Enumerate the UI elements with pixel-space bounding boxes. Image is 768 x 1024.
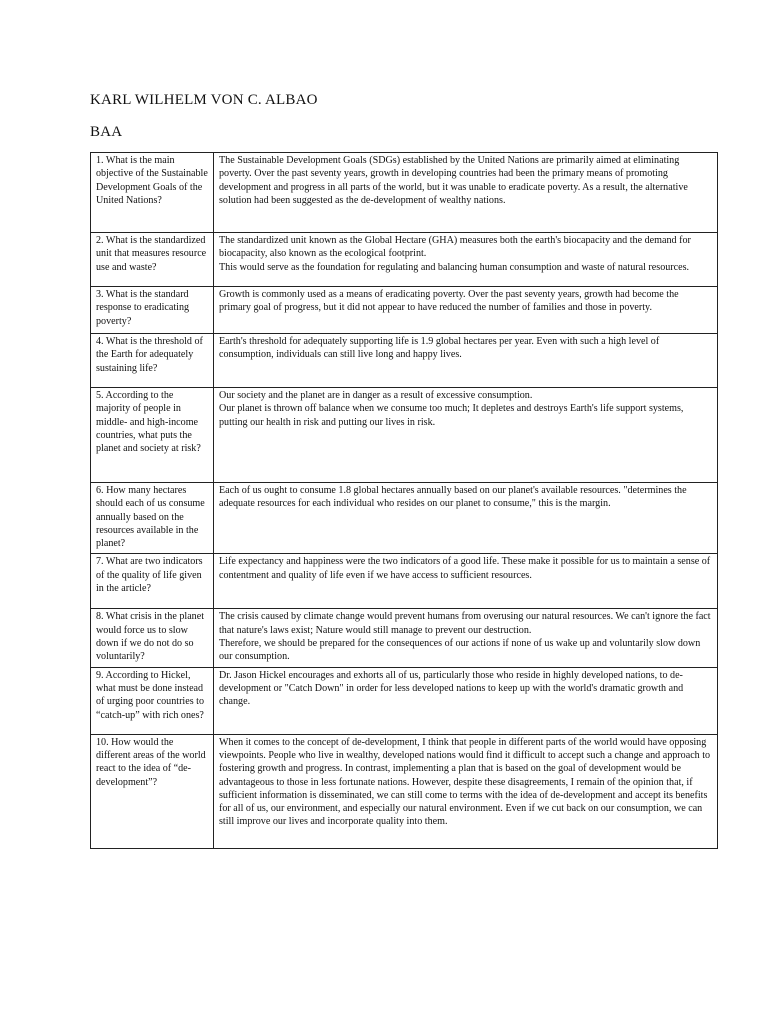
question-cell: 6. How many hectares should each of us consume annually based on the resources available in the planet?: [91, 483, 214, 554]
table-row: [91, 233, 718, 287]
answer-paragraph: Our society and the planet are in danger as a result of excessive consumption.: [219, 390, 533, 401]
answer-cell: [214, 388, 718, 483]
answer-cell: [214, 667, 718, 734]
question-cell: 3. What is the standard response to eradicating poverty?: [91, 287, 214, 334]
table-row: [91, 609, 718, 667]
table-row: [91, 153, 718, 233]
answer-cell: [214, 287, 718, 334]
answer-paragraph: Our planet is thrown off balance when we consume too much; It depletes and destroys Earth's life support systems, putting our health in risk and putting our lives in risk.: [219, 403, 686, 428]
answer-paragraph: The Sustainable Development Goals (SDGs) established by the United Nations are primarily aimed at eliminating poverty. Over the past seventy years, growth in developing countries had been the primary means of promoting development and progress in all parts of the world, but it was unable to eradicate poverty. As a result, the alternative solution had been suggested as the de-development of wealthy nations.: [219, 155, 691, 206]
table-row: [91, 734, 718, 848]
answer-paragraph: Life expectancy and happiness were the two indicators of a good life. These make it possible for us to maintain a sense of contentment and quality of life even if we have access to sufficient resources.: [219, 556, 713, 581]
answer-cell: [214, 734, 718, 848]
answer-cell: [214, 334, 718, 388]
answer-cell: [214, 483, 718, 554]
table-row: [91, 388, 718, 483]
table-row: [91, 334, 718, 388]
answer-paragraph: Earth's threshold for adequately supporting life is 1.9 global hectares per year. Even with such a high level of consumption, individuals can still live long and happy lives.: [219, 336, 662, 361]
table-row: [91, 287, 718, 334]
answer-paragraph: This would serve as the foundation for regulating and balancing human consumption and waste of natural resources.: [219, 261, 690, 273]
answer-cell: [214, 153, 718, 233]
answer-paragraph: Dr. Jason Hickel encourages and exhorts all of us, particularly those who reside in highly developed nations, to de-development or "Catch Down" in order for less developed nations to keep up with the world's dramatic growth and change.: [219, 669, 686, 708]
qa-table-body: [91, 153, 718, 849]
table-row: [91, 667, 718, 734]
table-row: [91, 483, 718, 554]
question-cell: 10. How would the different areas of the world react to the idea of “de-development”?: [91, 734, 214, 848]
question-cell: 1. What is the main objective of the Sustainable Development Goals of the United Nations?: [91, 153, 214, 233]
answer-paragraph: Therefore, we should be prepared for the consequences of our actions if none of us wake up and voluntarily slow down our consumption.: [219, 638, 703, 663]
question-cell: 7. What are two indicators of the quality of life given in the article?: [91, 554, 214, 609]
question-cell: 9. According to Hickel, what must be done instead of urging poor countries to “catch-up” with rich ones?: [91, 667, 214, 734]
table-row: [91, 554, 718, 609]
author-name: KARL WILHELM VON C. ALBAO: [90, 92, 318, 108]
question-cell: 4. What is the threshold of the Earth for adequately sustaining life?: [91, 334, 214, 388]
question-cell: 5. According to the majority of people in middle- and high-income countries, what puts the planet and society at risk?: [91, 388, 214, 483]
answer-cell: [214, 554, 718, 609]
question-cell: 2. What is the standardized unit that measures resource use and waste?: [91, 233, 214, 287]
answer-cell: [214, 609, 718, 667]
qa-table: [90, 152, 718, 849]
answer-paragraph: Each of us ought to consume 1.8 global hectares annually based on our planet's available resources. "determines the adequate resources for each individual who resides on our planet to consume," this is the margin.: [219, 485, 690, 510]
answer-paragraph: The standardized unit known as the Global Hectare (GHA) measures both the earth's biocapacity and the demand for biocapacity, also known as the ecological footprint.: [219, 235, 694, 260]
answer-paragraph: The crisis caused by climate change would prevent humans from overusing our natural resources. We can't ignore the fact that nature's laws exist; Nature would still manage to prevent our destruction.: [219, 611, 714, 636]
section-label: BAA: [90, 124, 123, 140]
answer-cell: [214, 233, 718, 287]
question-cell: 8. What crisis in the planet would force us to slow down if we do not do so voluntarily?: [91, 609, 214, 667]
answer-paragraph: Growth is commonly used as a means of eradicating poverty. Over the past seventy years, growth had become the primary goal of progress, but it did not appear to have reduced the number of families and those in poverty.: [219, 289, 682, 314]
answer-paragraph: When it comes to the concept of de-development, I think that people in different parts of the world would have opposing viewpoints. People who live in wealthy, developed nations would find it difficult to accept such a change and approach to fostering growth and progress. In contrast, implementing a plan that is based on the goal of development would be advantageous to those in less fortunate nations. However, despite these disagreements, I remain of the opinion that, if sufficient information is disseminated, we can still come to terms with the idea of de-development and accept its benefits for all of us, our environment, and especially our natural environment. Even if we cut back on our consumption, we can still improve our lives and incorporate quality into them.: [219, 736, 713, 828]
